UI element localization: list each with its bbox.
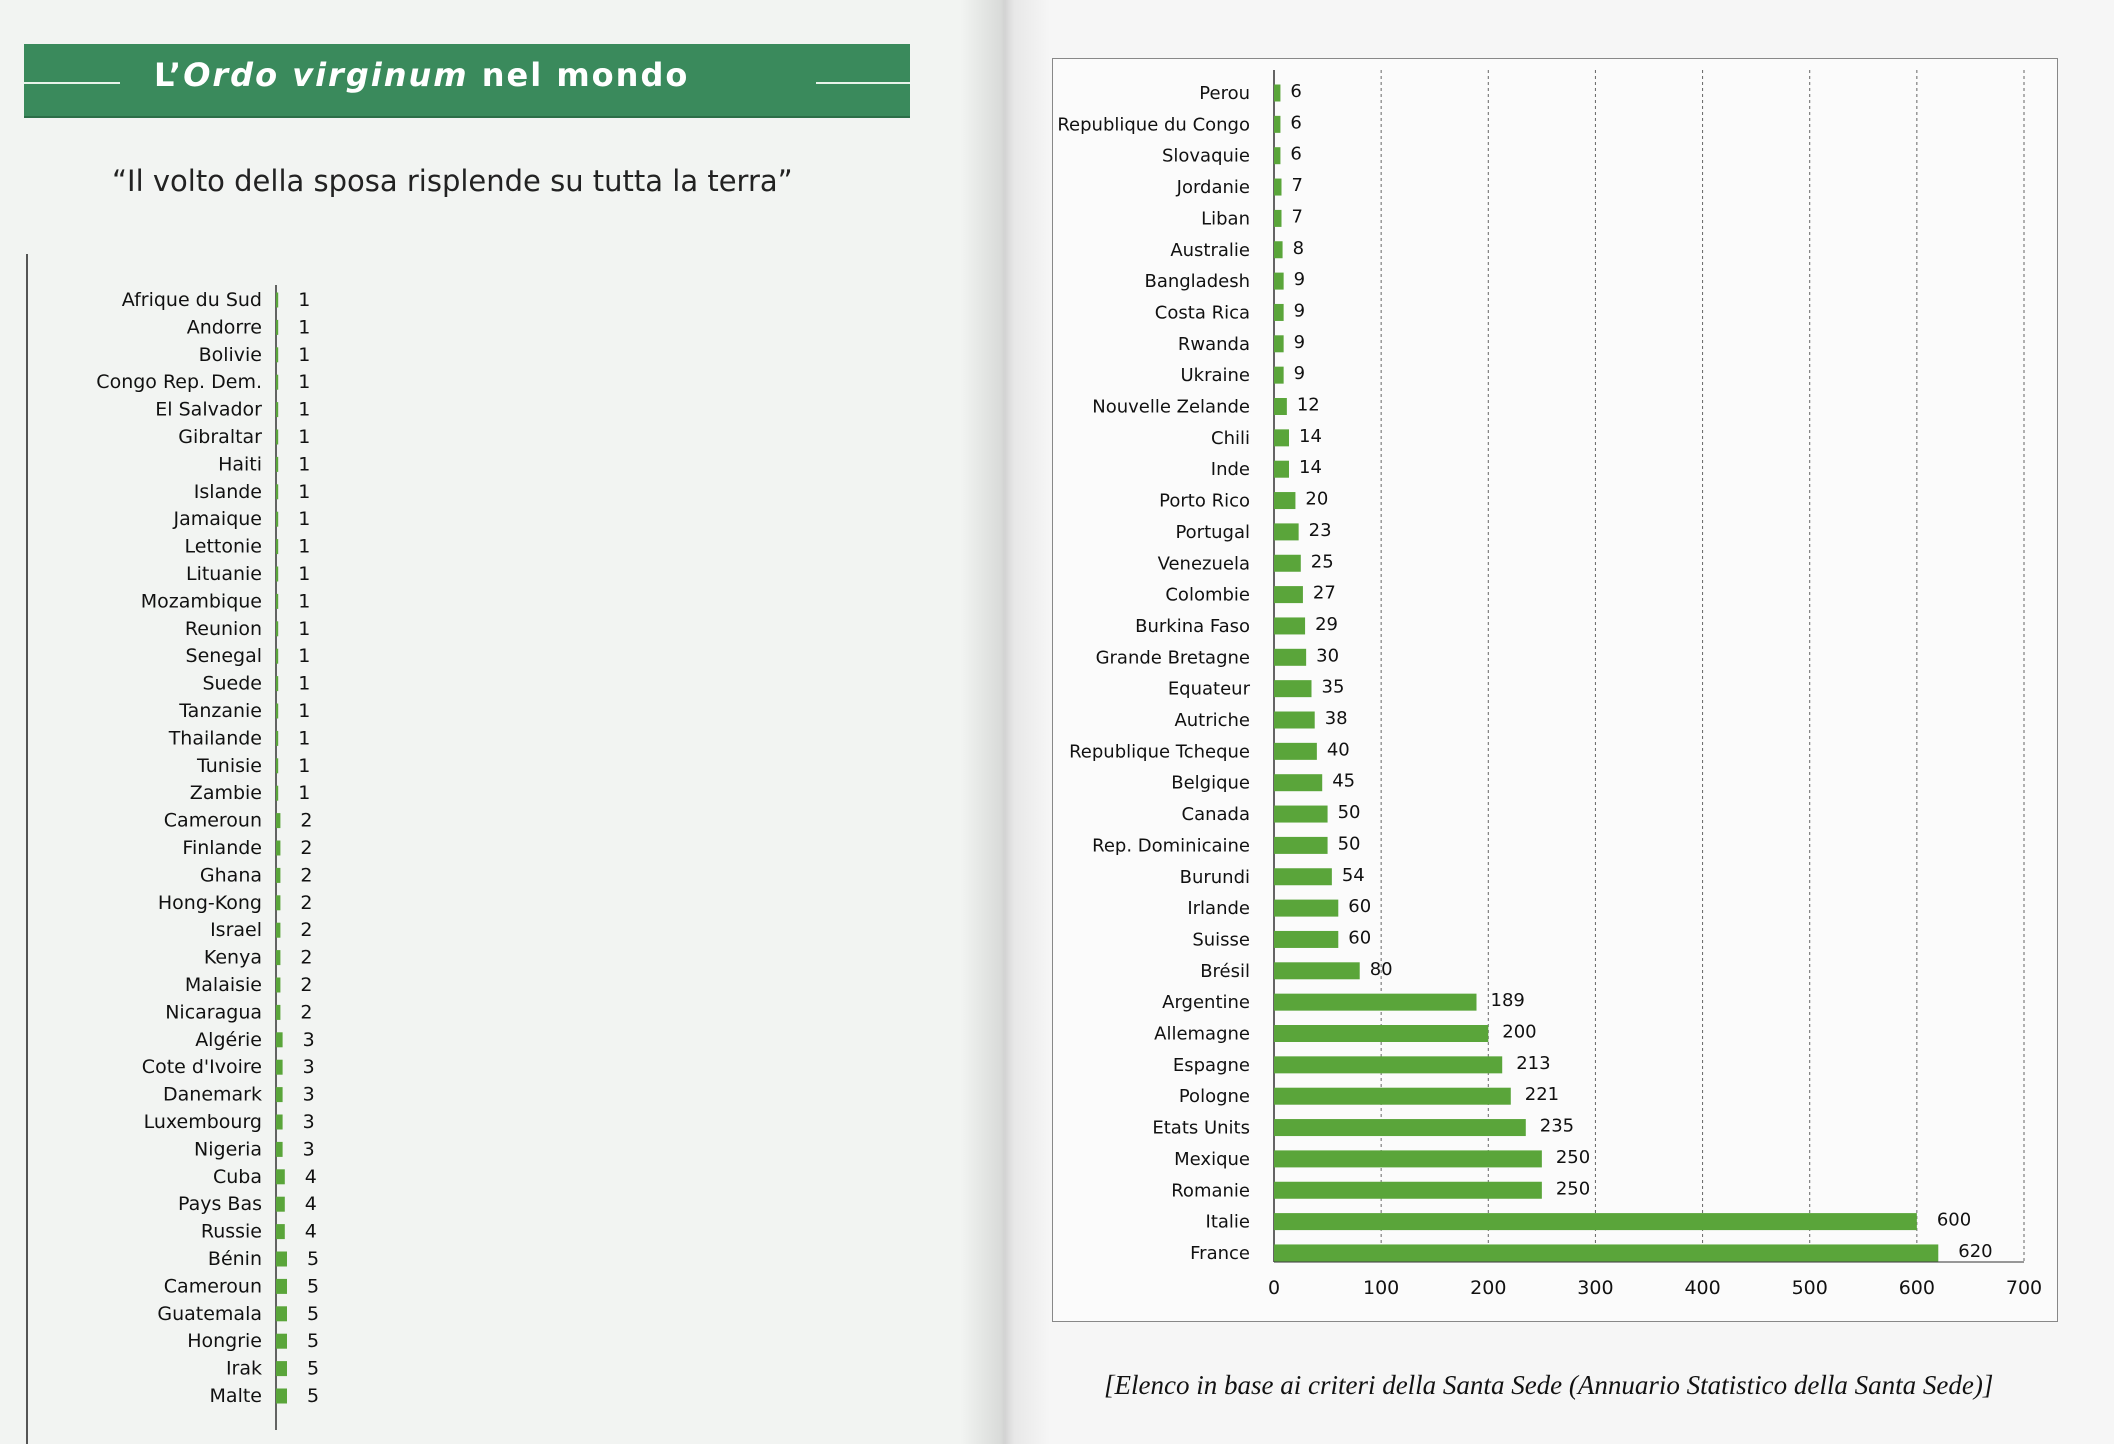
category-label: Nicaragua <box>165 1001 262 1024</box>
category-label: Grande Bretagne <box>1095 647 1250 669</box>
bar <box>1274 492 1295 509</box>
bar <box>1274 900 1338 917</box>
category-label: Finlande <box>182 837 262 859</box>
data-label: 1 <box>298 645 311 668</box>
data-label: 1 <box>298 426 311 448</box>
bar <box>1274 1213 1917 1230</box>
category-label: Allemagne <box>1154 1023 1250 1045</box>
data-label: 235 <box>1539 1115 1575 1137</box>
category-label: Jamaique <box>173 508 262 531</box>
x-tick-label: 600 <box>1898 1277 1935 1299</box>
data-label: 40 <box>1326 739 1350 761</box>
bar <box>1274 1150 1542 1167</box>
data-label: 45 <box>1332 770 1356 792</box>
category-label: Italie <box>1205 1211 1250 1233</box>
data-label: 38 <box>1324 708 1348 729</box>
data-label: 14 <box>1299 457 1322 479</box>
category-label: El Salvador <box>155 398 262 421</box>
data-label: 3 <box>302 1138 315 1161</box>
data-label: 14 <box>1299 425 1322 447</box>
data-label: 12 <box>1296 394 1320 416</box>
data-label: 1 <box>298 480 311 503</box>
bar <box>1274 1025 1488 1042</box>
data-label: 3 <box>302 1028 315 1051</box>
data-label: 2 <box>300 919 313 942</box>
bar <box>1274 398 1287 415</box>
data-label: 200 <box>1502 1021 1537 1043</box>
category-label: Senegal <box>185 645 262 668</box>
bar <box>1274 210 1282 227</box>
category-label: Gibraltar <box>178 426 262 448</box>
category-label: Nigeria <box>194 1138 262 1161</box>
data-label: 6 <box>1290 112 1302 134</box>
category-label: Belgique <box>1171 772 1250 794</box>
source-caption: [Elenco in base ai criteri della Santa Sede (Annuario Statistico della Santa Sede)] <box>1104 1370 1994 1400</box>
bar <box>1274 1182 1542 1199</box>
bar <box>1274 774 1322 791</box>
category-label: Andorre <box>186 316 262 339</box>
bar <box>1274 1056 1502 1073</box>
data-label: 1 <box>298 700 311 722</box>
data-label: 600 <box>1936 1209 1972 1231</box>
bar <box>1274 617 1305 634</box>
category-label: Irak <box>225 1357 262 1380</box>
data-label: 1 <box>298 343 311 366</box>
x-tick-label: 200 <box>1470 1277 1507 1299</box>
category-label: Autriche <box>1174 710 1250 731</box>
bar <box>1274 712 1315 729</box>
bar <box>1274 116 1280 133</box>
data-label: 7 <box>1291 206 1303 228</box>
data-label: 6 <box>1290 143 1302 165</box>
category-label: Russie <box>200 1220 262 1243</box>
x-tick-label: 500 <box>1791 1277 1828 1299</box>
data-label: 6 <box>1290 81 1302 102</box>
category-label: Lettonie <box>184 535 262 558</box>
bar <box>1274 1244 1938 1261</box>
category-label: Hongrie <box>187 1330 262 1353</box>
data-label: 1 <box>298 590 311 613</box>
category-label: Kenya <box>203 946 262 969</box>
data-label: 3 <box>302 1111 315 1133</box>
bar <box>1274 179 1282 196</box>
data-label: 5 <box>307 1330 320 1353</box>
category-label: Etats Units <box>1152 1117 1250 1139</box>
category-label: Pays Bas <box>177 1193 262 1216</box>
category-label: Israel <box>210 919 262 942</box>
data-label: 54 <box>1341 864 1365 886</box>
category-label: Algérie <box>195 1028 262 1051</box>
category-label: Zambie <box>189 782 262 805</box>
bar <box>1274 931 1338 948</box>
category-label: Slovaquie <box>1161 145 1250 167</box>
category-label: France <box>1190 1242 1250 1264</box>
category-label: Pologne <box>1178 1086 1250 1108</box>
bar <box>1274 1119 1526 1136</box>
data-label: 1 <box>298 782 311 805</box>
section-title: L’Ordo virginum nel mondo <box>154 56 690 94</box>
data-label: 1 <box>298 563 311 585</box>
category-label: Jordanie <box>1176 177 1250 199</box>
data-label: 50 <box>1337 833 1361 855</box>
data-label: 60 <box>1348 896 1372 918</box>
bar <box>1274 147 1280 164</box>
category-label: Suisse <box>1192 929 1250 951</box>
data-label: 5 <box>307 1385 320 1407</box>
data-label: 9 <box>1293 363 1306 385</box>
data-label: 3 <box>302 1056 315 1079</box>
bar <box>1274 806 1328 823</box>
data-label: 5 <box>307 1248 320 1270</box>
bar <box>1274 367 1284 384</box>
data-label: 5 <box>307 1357 320 1380</box>
bar <box>1274 837 1328 854</box>
category-label: Romanie <box>1171 1180 1250 1202</box>
category-label: Venezuela <box>1157 553 1250 575</box>
category-label: Porto Rico <box>1159 490 1250 512</box>
category-label: Islande <box>193 480 262 503</box>
data-label: 30 <box>1316 645 1340 667</box>
data-label: 35 <box>1321 676 1345 698</box>
data-label: 1 <box>298 727 311 750</box>
data-label: 1 <box>298 508 311 531</box>
category-label: Afrique du Sud <box>121 289 262 311</box>
data-label: 27 <box>1312 582 1336 604</box>
category-label: Suede <box>202 672 262 695</box>
category-label: Mozambique <box>140 590 262 613</box>
data-label: 4 <box>304 1165 317 1188</box>
data-label: 1 <box>298 371 311 394</box>
data-label: 1 <box>298 316 311 339</box>
data-label: 2 <box>300 891 313 914</box>
category-label: Republique du Congo <box>1057 114 1250 136</box>
bar <box>1274 586 1303 603</box>
data-label: 2 <box>300 864 313 887</box>
bar <box>1274 429 1289 446</box>
bar <box>1274 868 1332 885</box>
bar <box>1274 743 1317 760</box>
data-label: 4 <box>304 1193 317 1216</box>
category-label: Cameroun <box>163 809 262 832</box>
data-label: 20 <box>1305 488 1329 510</box>
data-label: 9 <box>1293 331 1306 353</box>
category-label: Hong-Kong <box>157 891 262 914</box>
category-label: Malte <box>209 1385 262 1407</box>
category-label: Cuba <box>212 1165 262 1188</box>
bar <box>1274 962 1360 979</box>
book-gutter <box>960 0 1050 1444</box>
data-label: 2 <box>300 974 313 996</box>
data-label: 80 <box>1369 958 1393 980</box>
data-label: 1 <box>298 617 311 640</box>
category-label: Ghana <box>199 864 262 887</box>
data-label: 50 <box>1337 802 1361 824</box>
category-label: Ukraine <box>1180 365 1250 387</box>
x-tick-label: 0 <box>1267 1277 1281 1299</box>
data-label: 2 <box>300 837 313 859</box>
category-label: Argentine <box>1162 992 1250 1014</box>
x-tick-label: 100 <box>1363 1277 1400 1299</box>
category-label: Australie <box>1170 239 1250 261</box>
x-tick-label: 700 <box>2005 1277 2043 1299</box>
data-label: 189 <box>1490 990 1525 1012</box>
data-label: 9 <box>1293 300 1306 322</box>
data-label: 25 <box>1310 551 1334 573</box>
data-label: 2 <box>300 1001 313 1024</box>
category-label: Haiti <box>218 453 262 476</box>
bar <box>1274 523 1299 540</box>
category-label: Bénin <box>207 1248 262 1270</box>
data-label: 221 <box>1524 1084 1560 1106</box>
data-label: 5 <box>307 1275 320 1298</box>
bar <box>1274 241 1283 258</box>
category-label: Rep. Dominicaine <box>1092 835 1250 857</box>
data-label: 23 <box>1308 519 1332 541</box>
category-label: Mexique <box>1174 1148 1250 1170</box>
category-label: Luxembourg <box>143 1111 262 1133</box>
category-label: Irlande <box>1187 898 1250 920</box>
category-label: Malaisie <box>184 974 262 996</box>
bar <box>1274 555 1301 572</box>
category-label: Tunisie <box>197 754 262 777</box>
bar <box>1274 680 1312 697</box>
category-label: Espagne <box>1172 1054 1250 1076</box>
data-label: 1 <box>298 398 311 421</box>
bar <box>1274 461 1289 478</box>
category-label: Chili <box>1211 427 1250 449</box>
data-label: 1 <box>298 289 311 311</box>
category-label: Burkina Faso <box>1135 615 1250 637</box>
category-label: Guatemala <box>157 1302 262 1325</box>
bar <box>1274 273 1284 290</box>
bar <box>1274 1088 1511 1105</box>
data-label: 213 <box>1516 1052 1551 1074</box>
category-label: Canada <box>1181 804 1250 826</box>
bar <box>1274 649 1306 666</box>
x-tick-label: 400 <box>1684 1277 1721 1299</box>
category-label: Congo Rep. Dem. <box>96 371 262 394</box>
data-label: 620 <box>1958 1240 1993 1262</box>
category-label: Bolivie <box>198 343 262 366</box>
data-label: 2 <box>300 809 313 832</box>
category-label: Republique Tcheque <box>1069 741 1250 763</box>
data-label: 1 <box>298 672 311 695</box>
data-label: 2 <box>300 946 313 969</box>
data-label: 1 <box>298 453 311 476</box>
data-label: 7 <box>1291 175 1303 197</box>
data-label: 250 <box>1555 1146 1591 1168</box>
data-label: 8 <box>1292 237 1305 259</box>
category-label: Liban <box>1201 208 1250 230</box>
category-label: Nouvelle Zelande <box>1092 396 1250 418</box>
data-label: 5 <box>307 1302 320 1325</box>
category-label: Brésil <box>1200 960 1250 982</box>
bar <box>1274 994 1477 1011</box>
data-label: 29 <box>1315 613 1338 635</box>
bar <box>1274 335 1284 352</box>
bar <box>1274 304 1284 321</box>
category-label: Reunion <box>184 617 262 640</box>
category-label: Burundi <box>1179 866 1250 888</box>
category-label: Tanzanie <box>179 700 262 722</box>
category-label: Rwanda <box>1177 333 1250 355</box>
data-label: 250 <box>1555 1178 1591 1200</box>
category-label: Inde <box>1210 459 1250 481</box>
section-subtitle: “Il volto della sposa risplende su tutta la terra” <box>112 164 793 198</box>
category-label: Lituanie <box>185 563 262 585</box>
x-tick-label: 300 <box>1577 1277 1614 1299</box>
data-label: 60 <box>1348 927 1372 949</box>
bar <box>1274 85 1280 102</box>
category-label: Bangladesh <box>1144 271 1250 293</box>
category-label: Danemark <box>163 1083 262 1106</box>
category-label: Portugal <box>1175 521 1250 543</box>
category-label: Equateur <box>1167 678 1250 700</box>
category-label: Colombie <box>1165 584 1250 606</box>
data-label: 3 <box>302 1083 315 1106</box>
data-label: 1 <box>298 754 311 777</box>
category-label: Thailande <box>168 727 262 750</box>
category-label: Cameroun <box>163 1275 262 1298</box>
category-label: Cote d'Ivoire <box>141 1056 262 1079</box>
data-label: 4 <box>304 1220 317 1243</box>
data-label: 9 <box>1293 269 1306 291</box>
category-label: Perou <box>1199 83 1250 104</box>
data-label: 1 <box>298 535 311 558</box>
category-label: Costa Rica <box>1154 302 1250 324</box>
